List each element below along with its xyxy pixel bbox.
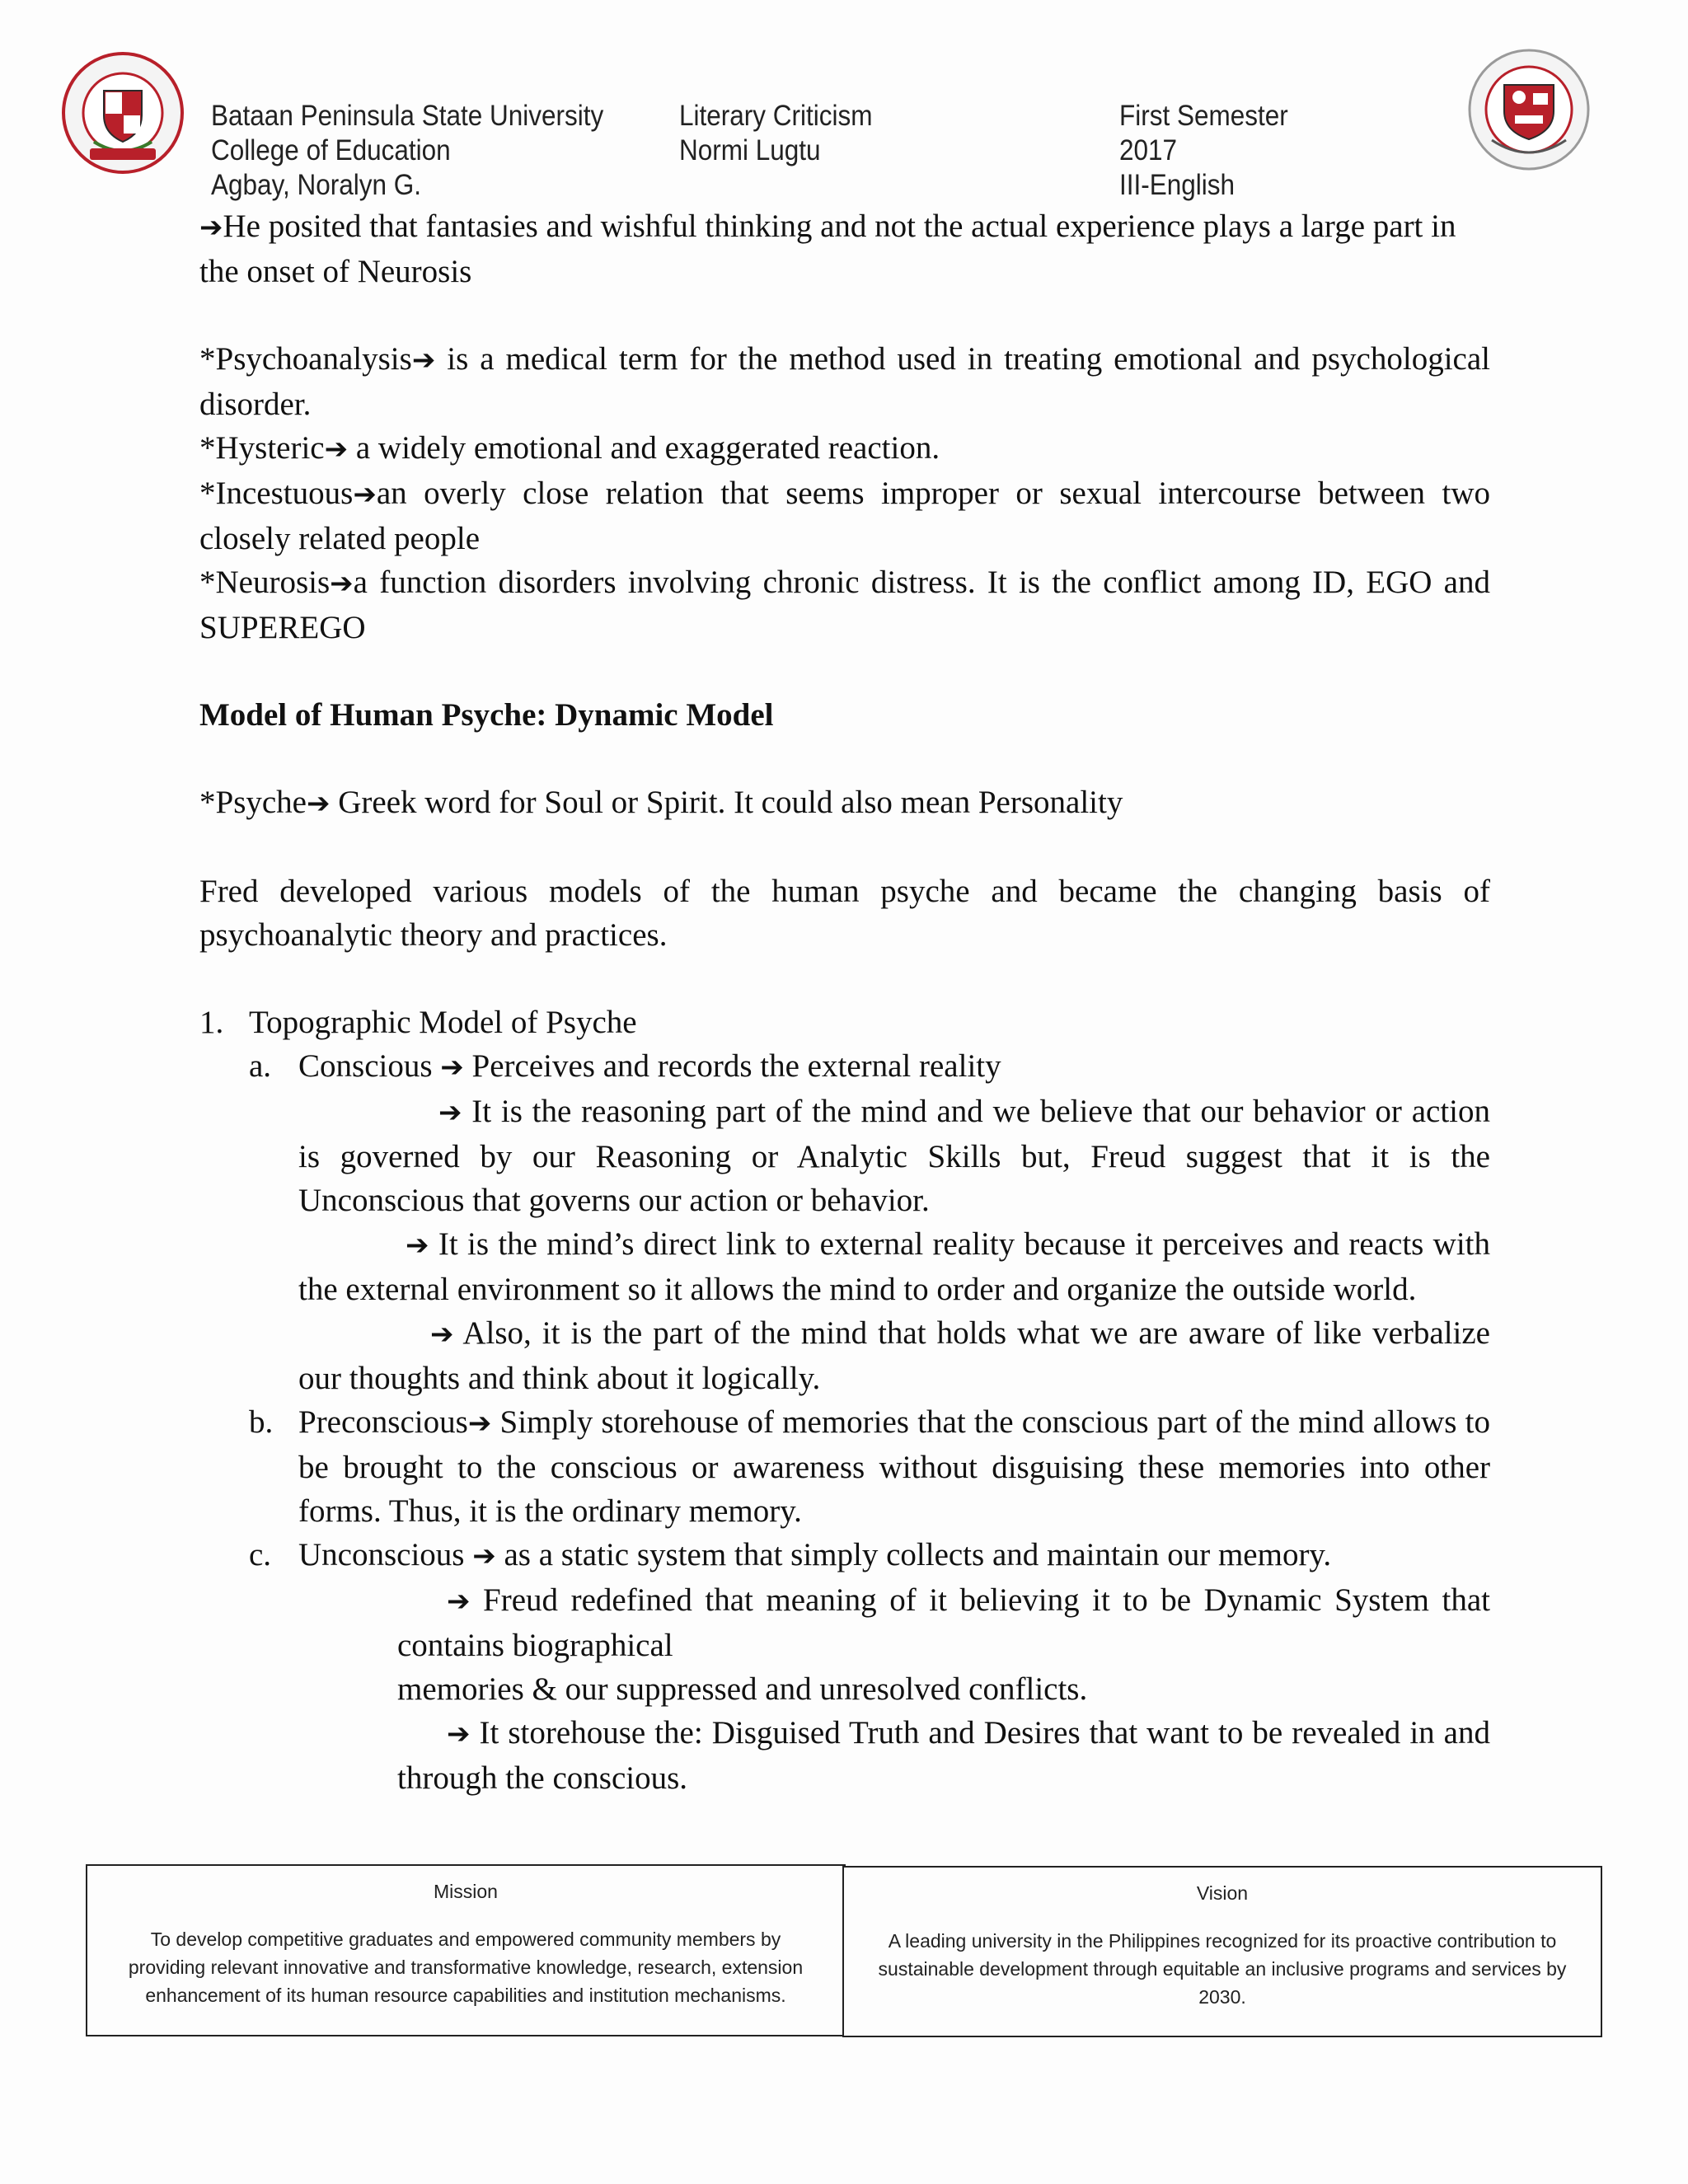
header-middle-column bbox=[679, 99, 873, 168]
unconscious-point-1: ➔ Freud redefined that meaning of it believing it to be Dynamic System that contains biographical bbox=[397, 1582, 1490, 1663]
list-item-topographic: 1. Topographic Model of Psyche bbox=[199, 1005, 637, 1040]
intro-paragraph: ➔He posited that fantasies and wishful thinking and not the actual experience plays a large part in the onset of Neurosis bbox=[199, 209, 1456, 289]
document-body bbox=[199, 204, 1490, 1800]
right-arrow-icon: ➔ bbox=[199, 211, 223, 244]
subject-name: Literary Criticism bbox=[679, 100, 873, 132]
right-arrow-icon: ➔ bbox=[472, 1540, 496, 1572]
mission-text: To develop competitive graduates and empowered community members by providing relevant innovative and transformative knowledge, research, extension enhancement of its human resource capabilities and institution mechanisms. bbox=[128, 1929, 804, 2006]
college-seal-right bbox=[1467, 48, 1591, 171]
vision-box bbox=[842, 1866, 1602, 2037]
right-arrow-icon: ➔ bbox=[353, 478, 377, 511]
right-arrow-icon: ➔ bbox=[467, 1407, 492, 1440]
student-name: Agbay, Noralyn G. bbox=[211, 169, 422, 201]
definition-psychoanalysis: *Psychoanalysis➔ is a medical term for the method used in treating emotional and psychological disorder. bbox=[199, 341, 1490, 422]
mission-box bbox=[86, 1864, 846, 2036]
right-arrow-icon: ➔ bbox=[324, 433, 349, 466]
right-arrow-icon: ➔ bbox=[430, 1318, 454, 1351]
right-arrow-icon: ➔ bbox=[447, 1585, 471, 1618]
right-arrow-icon: ➔ bbox=[411, 344, 436, 377]
unconscious-point-2: ➔ It storehouse the: Disguised Truth and Desires that want to be revealed in and through the conscious. bbox=[397, 1715, 1490, 1796]
fred-paragraph: Fred developed various models of the human psyche and became the changing basis of psychoanalytic theory and practices. bbox=[199, 874, 1490, 953]
semester: First Semester bbox=[1119, 100, 1288, 132]
instructor-name: Normi Lugtu bbox=[679, 134, 821, 166]
university-name: Bataan Peninsula State University bbox=[211, 100, 604, 132]
section-heading: Model of Human Psyche: Dynamic Model bbox=[199, 697, 774, 733]
header-left-column bbox=[211, 99, 603, 203]
list-item-conscious: a. Conscious ➔ Perceives and records the external reality bbox=[249, 1048, 1001, 1084]
university-seal-left bbox=[61, 51, 185, 175]
mission-title: Mission bbox=[434, 1881, 498, 1902]
section: III-English bbox=[1119, 169, 1236, 201]
college-name: College of Education bbox=[211, 134, 451, 166]
conscious-point-2: ➔ It is the mind’s direct link to external reality because it perceives and reacts with the external environment so it allows the mind to order and organize the outside world. bbox=[298, 1226, 1490, 1307]
right-arrow-icon: ➔ bbox=[438, 1096, 462, 1129]
conscious-point-1: ➔ It is the reasoning part of the mind and we believe that our behavior or action is governed by our Reasoning or Analytic Skills but, Freud suggest that it is the Unconscious that governs our action or behavior. bbox=[298, 1094, 1490, 1218]
right-arrow-icon: ➔ bbox=[447, 1718, 471, 1750]
year: 2017 bbox=[1119, 134, 1178, 166]
header-right-column bbox=[1119, 99, 1288, 203]
definition-hysteric: *Hysteric➔ a widely emotional and exaggerated reaction. bbox=[199, 430, 940, 466]
right-arrow-icon: ➔ bbox=[440, 1051, 464, 1084]
list-item-unconscious: c. Unconscious ➔ as a static system that simply collects and maintain our memory. bbox=[249, 1537, 1332, 1572]
right-arrow-icon: ➔ bbox=[406, 1229, 429, 1262]
definition-psyche: *Psyche➔ Greek word for Soul or Spirit. It could also mean Personality bbox=[199, 785, 1123, 820]
list-item-preconscious: b. Preconscious➔ Simply storehouse of memories that the conscious part of the mind allows to be brought to the conscious or awareness without disguising these memories into other forms. Thus, it is the ordinary memory. bbox=[249, 1404, 1490, 1529]
conscious-point-3: ➔ Also, it is the part of the mind that holds what we are aware of like verbalize our thoughts and think about it logically. bbox=[298, 1315, 1490, 1396]
vision-text: A leading university in the Philippines recognized for its proactive contribution to sustainable development through equitable an inclusive programs and services by 2030. bbox=[878, 1930, 1567, 2008]
vision-title: Vision bbox=[1196, 1882, 1249, 1904]
definition-neurosis: *Neurosis➔a function disorders involving chronic distress. It is the conflict among ID, EGO and SUPEREGO bbox=[199, 565, 1490, 645]
unconscious-point-1-continued: memories & our suppressed and unresolved conflicts. bbox=[397, 1671, 1088, 1707]
right-arrow-icon: ➔ bbox=[307, 787, 331, 820]
right-arrow-icon: ➔ bbox=[330, 567, 354, 600]
definition-incestuous: *Incestuous➔an overly close relation that seems improper or sexual intercourse between two closely related people bbox=[199, 476, 1490, 556]
